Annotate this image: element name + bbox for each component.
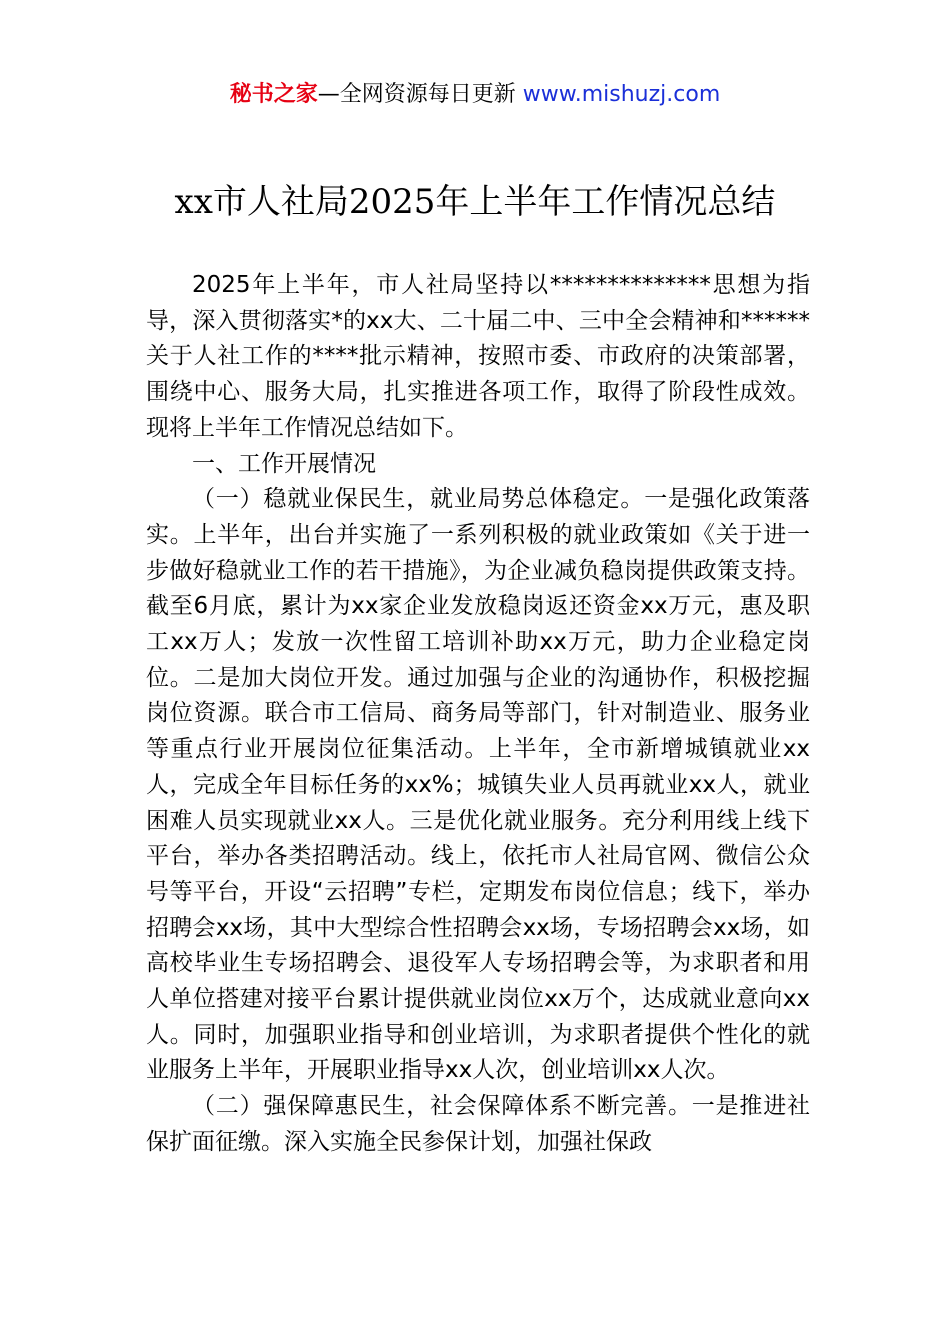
site-header	[0, 78, 950, 112]
document-body	[146, 268, 810, 1161]
site-slogan: —全网资源每日更新	[317, 82, 516, 107]
document-title: xx市人社局2025年上半年工作情况总结	[174, 182, 776, 222]
employment-paragraph: （一）稳就业保民生，就业局势总体稳定。一是强化政策落实。上半年，出台并实施了一系列积极的就业政策如《关于进一步做好稳就业工作的若干措施》，为企业减负稳岗提供政策支持。截至6月底，累计为xx家企业发放稳岗返还资金xx万元，惠及职工xx万人；发放一次性留工培训补助xx万元，助力企业稳定岗位。二是加大岗位开发。通过加强与企业的沟通协作，积极挖掘岗位资源。联合市工信局、商务局等部门，针对制造业、服务业等重点行业开展岗位征集活动。上半年，全市新增城镇就业xx人，完成全年目标任务的xx%；城镇失业人员再就业xx人，就业困难人员实现就业xx人。三是优化就业服务。充分利用线上线下平台，举办各类招聘活动。线上，依托市人社局官网、微信公众号等平台，开设“云招聘”专栏，定期发布岗位信息；线下，举办招聘会xx场，其中大型综合性招聘会xx场，专场招聘会xx场，如高校毕业生专场招聘会、退役军人专场招聘会等，为求职者和用人单位搭建对接平台累计提供就业岗位xx万个，达成就业意向xx人。同时，加强职业指导和创业培训，为求职者提供个性化的就业服务上半年，开展职业指导xx人次，创业培训xx人次。	[146, 486, 810, 1084]
social-security-paragraph: （二）强保障惠民生，社会保障体系不断完善。一是推进社保扩面征缴。深入实施全民参保计划，加强社保政	[146, 1093, 810, 1155]
site-name: 秘书之家	[229, 82, 318, 107]
section-heading: 一、工作开展情况	[192, 450, 376, 477]
site-url-link[interactable]: www.mishuzj.com	[522, 82, 721, 107]
intro-paragraph: 2025年上半年，市人社局坚持以**************思想为指导，深入贯彻落实*的xx大、二十届二中、三中全会精神和******关于人社工作的****批示精神，按照市委、市政府的决策部署，围绕中心、服务大局，扎实推进各项工作，取得了阶段性成效。现将上半年工作情况总结如下。	[146, 272, 810, 441]
